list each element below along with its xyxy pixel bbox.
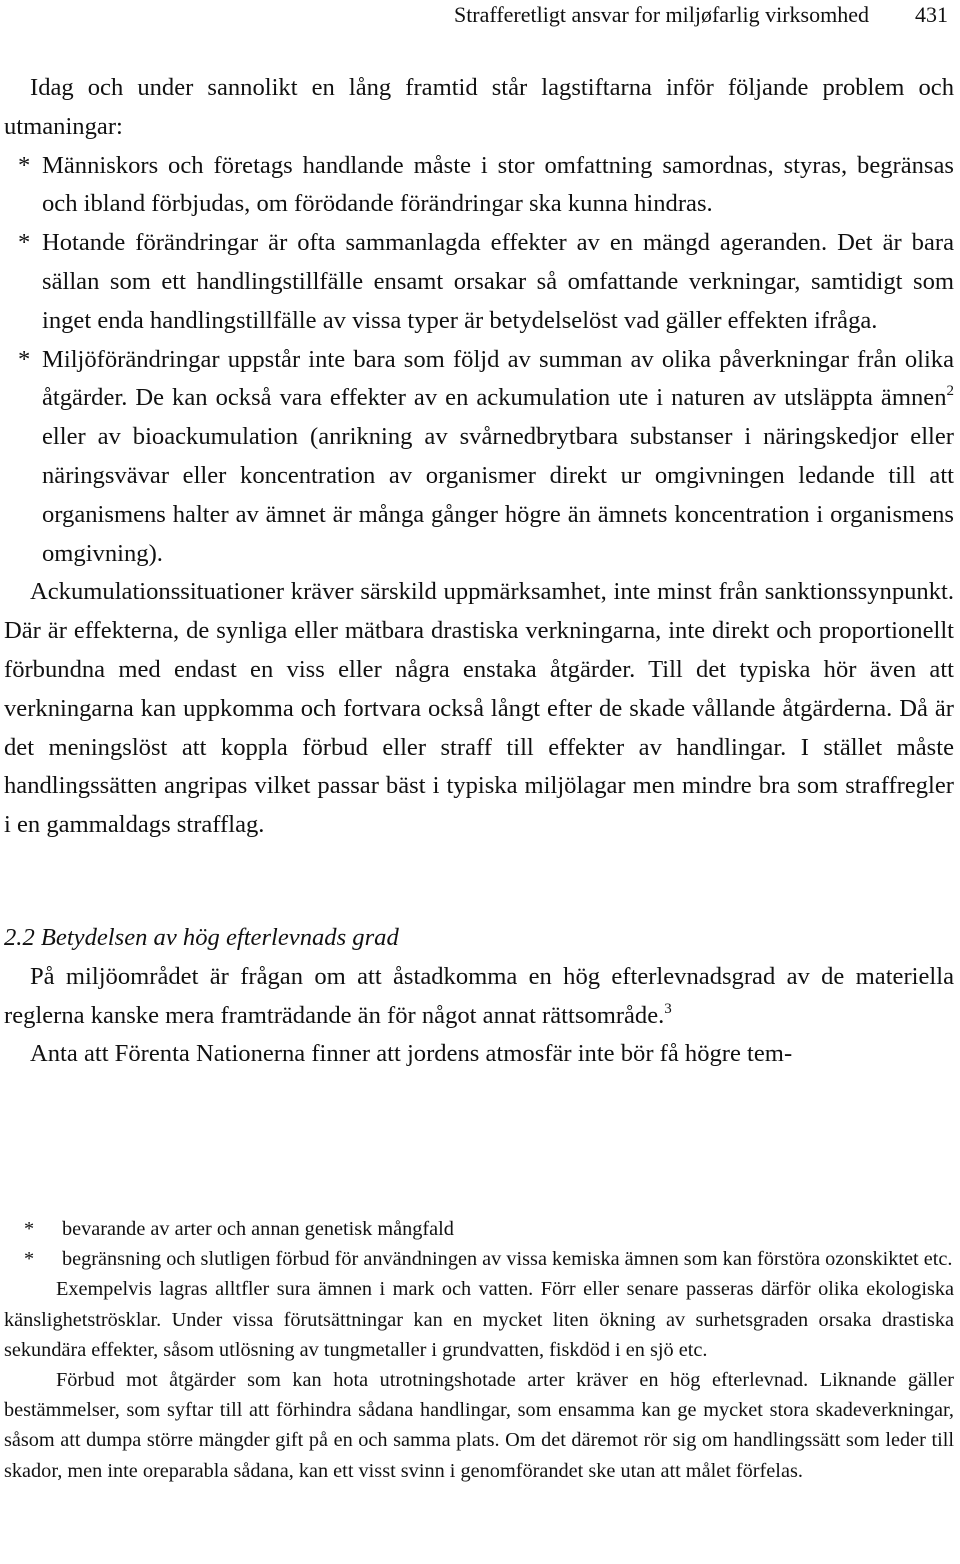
footnote-3: Förbud mot åtgärder som kan hota utrotningshotade arter kräver en hög efterlevnad. Liknande gäller bestämmelser, som syftar till att förhindra sådana handlingar, som ensamma kan ge mycket stora skadeverkningar, såsom att dumpa större mängder gift på en och samma plats. Om det däremot rör sig om handlingssätt som leder till skador, men inte oreparabla sådana, kan ett visst svinn i genomförandet ske utan att målet förfelas. <box>4 1369 954 1482</box>
bullet-marker: * <box>24 1248 35 1271</box>
accumulation-paragraph: Ackumulationssituationer kräver särskild uppmärksamhet, inte minst från sanktionssynpunkt. Där är effekterna, de synliga eller mätbara drastiska verkningarna, inte direkt och proportionellt förbundna med endast en viss eller några enstaka åtgärder. Till det typiska hör även att verkningarna kan uppkomma och fortvara också långt efter de skade vållande åtgärderna. Då är det meningslöst att koppla förbud eller straff till effekter av handlingar. I stället måste handlingssätten angripas vilket passar bäst i typiska miljölagar men mindre bra som straffregler i en gammaldags strafflag. <box>4 578 954 839</box>
footnote-bullet-2 <box>4 1244 954 1274</box>
bullet-text: Människors och företags handlande måste i stor omfattning samordnas, styras, begränsas och ibland förbjudas, om förödande förändringar ska kunna hindras. <box>42 151 954 218</box>
page-number: 431 <box>915 2 948 27</box>
bullet-marker: * <box>18 345 31 373</box>
bullet-marker: * <box>18 229 31 257</box>
footnote-bullet-text: begränsning och slutligen förbud för användningen av vissa kemiska ämnen som kan förstöra ozonskiktet etc. <box>62 1248 953 1271</box>
bullet-text-part2: eller av bioackumulation (anrikning av svårnedbrytbara substanser i näringskedjor eller näringsvävar eller koncentration av organismer direkt ur omgivningen ledande till att organismens halter av ämnet är många gånger högre än ämnets koncentration i organismens omgivning). <box>42 423 954 567</box>
running-title: Strafferetligt ansvar for miljøfarlig virksomhed <box>453 2 869 27</box>
bullet-text-part1: Miljöförändringar uppstår inte bara som följd av summan av olika påverkningar från olika åtgärder. De kan också vara effekter av en ackumulation ute i naturen av utsläppta ämnen <box>42 345 954 412</box>
footnotes <box>4 1214 954 1486</box>
bullet-item-1 <box>4 147 954 225</box>
bullet-item-2 <box>4 224 954 340</box>
footnote-bullet-1 <box>4 1214 954 1244</box>
bullet-marker: * <box>18 151 31 179</box>
bullet-text: Hotande förändringar är ofta sammanlagda effekter av en mängd ageranden. Det är bara sällan som ett handlingstillfälle ensamt orsakar så omfattande verkningar, samtidigt som inget enda handlingstillfälle av vissa typer är betydelselöst vad gäller effekten ifråga. <box>42 229 954 334</box>
footnote-2: Exempelvis lagras alltfler sura ämnen i mark och vatten. Förr eller senare passeras därför olika ekologiska känslighetströsklar. Under vissa förutsättningar kan en mycket liten ökning av surhetsgraden orsaka drastiska sekundära effekter, såsom utlösning av tungmetaller i grundvatten, fiskdöd i en sjö etc. <box>4 1278 954 1361</box>
section-heading: 2.2 Betydelsen av hög efterlevnads grad <box>4 923 399 951</box>
bullet-item-3 <box>4 341 954 574</box>
running-header <box>0 2 948 28</box>
footnote-bullet-text: bevarande av arter och annan genetisk mångfald <box>62 1218 454 1240</box>
intro-paragraph: Idag och under sannolikt en lång framtid står lagstiftarna inför följande problem och utmaningar: <box>4 74 954 140</box>
section-paragraph-1 <box>4 958 954 1036</box>
main-text <box>4 69 954 1074</box>
footnote-ref-2: 2 <box>946 383 954 400</box>
bullet-marker: * <box>24 1218 35 1240</box>
section-paragraph-2: Anta att Förenta Nationerna finner att jordens atmosfär inte bör få högre tem- <box>30 1040 793 1068</box>
footnote-ref-3: 3 <box>664 1000 672 1017</box>
section-paragraph-1-text: På miljöområdet är frågan om att åstadkomma en hög efterlevnadsgrad av de materiella reglerna kanske mera framträdande än för något annat rättsområde. <box>4 962 954 1029</box>
